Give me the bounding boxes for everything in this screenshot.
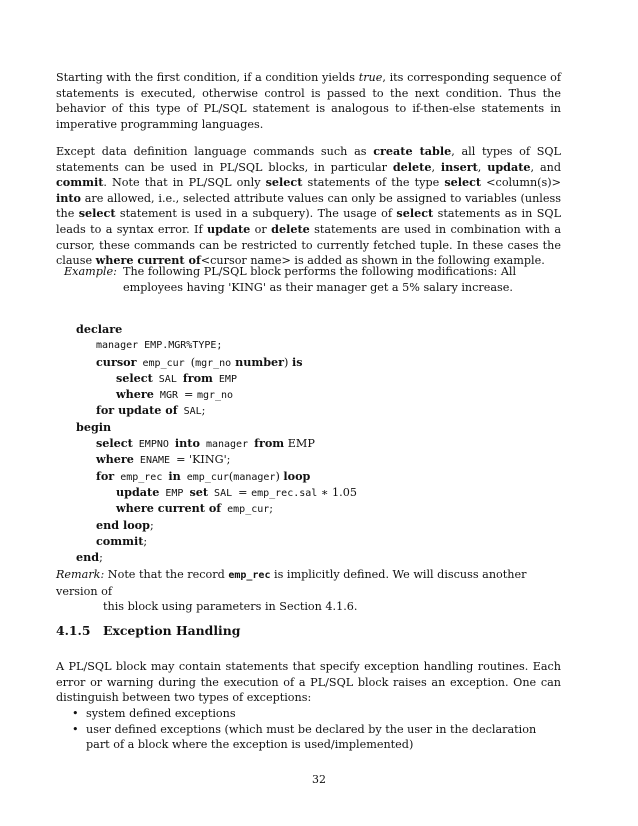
remark-label: Remark: — [56, 568, 105, 581]
code-text: ; — [201, 404, 206, 418]
text-span: Starting with the first condition, if a condition yields — [56, 71, 359, 84]
keyword: is — [291, 354, 303, 369]
keyword: commit — [96, 533, 144, 548]
keyword: delete — [392, 159, 432, 174]
keyword: select — [78, 206, 116, 221]
code-text: ; — [143, 534, 148, 548]
text-span: are allowed, i.e., selected attribute values can only be assigned to variables (unless the — [56, 191, 561, 221]
code-listing — [76, 321, 357, 565]
code-text: EMP — [212, 373, 237, 385]
code-text: ) — [275, 469, 284, 483]
code-line — [76, 451, 357, 467]
code-text: manager EMP.MGR%TYPE; — [96, 340, 223, 352]
code-line — [76, 533, 357, 549]
list-item-text: user defined exceptions (which must be declared by the user in the declaration part of a block where the exception is used/implemented) — [86, 722, 537, 752]
emphasis-true: true — [358, 71, 383, 84]
code-line — [76, 337, 357, 353]
code-text: ∗ 1.05 — [317, 485, 357, 499]
code-text: emp_rec.sal — [251, 487, 318, 499]
code-text: mgr_no — [196, 390, 234, 402]
keyword: commit — [56, 175, 104, 190]
text-span: , all types of SQL statements can be used in PL/SQL blocks, in particular — [56, 145, 561, 174]
code-text: manager — [199, 439, 255, 451]
code-text: ; — [99, 551, 103, 565]
section-number: 4.1.5 — [56, 623, 91, 638]
code-text: ; — [269, 502, 274, 516]
code-line — [76, 549, 357, 565]
code-line — [76, 435, 357, 451]
list-item — [72, 722, 561, 753]
keyword: end — [76, 550, 100, 565]
keyword: into — [174, 436, 200, 451]
code-text: ( — [190, 355, 196, 369]
code-text: ( — [228, 469, 234, 483]
keyword: update — [206, 221, 251, 236]
code-text: ENAME — [133, 455, 177, 467]
text-span: , its corresponding sequence of statements is executed, otherwise control is passed to the next condition. Thus the behavior of this type of PL/SQL statement is analogous to if-then-else statements in imperative programming languages. — [56, 71, 561, 131]
keyword: for update of — [96, 403, 178, 418]
keyword: select — [116, 370, 153, 385]
code-text: SAL — [152, 373, 183, 385]
keyword: delete — [271, 221, 310, 236]
text-span: Note that the record — [104, 568, 229, 581]
text-span: Except data definition language commands such as — [56, 145, 374, 158]
code-text: emp_cur — [221, 504, 270, 516]
text-span: or — [250, 222, 272, 236]
code-text: SAL — [177, 406, 202, 418]
code-text: EMP — [159, 487, 190, 499]
code-text: manager — [233, 471, 276, 483]
keyword: update — [116, 484, 160, 499]
remark-line — [56, 567, 561, 599]
code-text: ; — [149, 518, 154, 532]
code-text: = — [238, 485, 252, 499]
keyword: end loop — [96, 517, 150, 532]
keyword: insert — [440, 159, 478, 174]
keyword: cursor — [96, 354, 137, 369]
code-line — [76, 517, 357, 533]
text-span: <cursor name> is added as shown in the following example. — [200, 254, 545, 268]
example-text: The following PL/SQL block performs the following modifications: All employees having 'KING' as their manager get a 5% salary increase. — [123, 265, 517, 294]
code-text: SAL — [208, 487, 239, 499]
code-line — [76, 500, 357, 516]
keyword: from — [254, 436, 285, 451]
keyword: number — [231, 354, 285, 369]
section-title: Exception Handling — [103, 623, 241, 638]
code-line — [76, 370, 357, 386]
text-span: statements are used in combination with a cursor, these commands can be restricted to currently fetched tuple. In these cases the clause — [56, 222, 561, 268]
code-line — [76, 484, 357, 500]
keyword: update — [487, 159, 531, 174]
keyword: into — [56, 190, 82, 205]
code-line — [76, 321, 357, 337]
keyword: from — [182, 370, 213, 385]
list-item — [72, 706, 561, 722]
code-text: EMP — [284, 437, 315, 451]
keyword: declare — [76, 322, 123, 336]
keyword: where — [116, 387, 154, 402]
code-text: = 'KING'; — [176, 453, 231, 467]
bullet-icon: • — [72, 707, 79, 720]
code-text: = — [184, 388, 197, 402]
paragraph-conditions — [56, 70, 561, 132]
code-text: emp_cur — [180, 471, 229, 483]
keyword: loop — [283, 468, 311, 483]
bullet-icon: • — [72, 722, 79, 736]
keyword: create table — [373, 144, 452, 158]
text-span: <column(s)> — [481, 176, 562, 190]
keyword: select — [96, 436, 133, 451]
keyword: where — [96, 452, 134, 467]
code-line — [76, 419, 357, 435]
text-span: . Note that in PL/SQL only — [103, 176, 266, 190]
page-number: 32 — [312, 773, 326, 786]
section-heading — [56, 623, 240, 638]
keyword: where current of — [116, 501, 222, 516]
code-text: emp_rec — [114, 471, 169, 483]
text-span: is implicitly defined. We will discuss another version of — [56, 568, 527, 598]
keyword: select — [396, 206, 434, 221]
remark-line: this block using parameters in Section 4.1.6. — [103, 600, 358, 614]
keyword: set — [189, 484, 209, 499]
code-line — [76, 386, 357, 402]
code-text: mgr_no — [195, 357, 232, 369]
text-span: , — [431, 160, 441, 174]
paragraph-sql-statements — [56, 144, 561, 269]
code-text: emp_cur — [136, 357, 191, 369]
code-text: MGR — [153, 390, 185, 402]
code-line — [76, 402, 357, 418]
text-span: statements as in SQL leads to a syntax error. If — [56, 207, 561, 236]
keyword: select — [444, 175, 482, 190]
code-text: emp_rec — [228, 570, 271, 581]
text-span: statement is used in a subquery). The usage of — [115, 207, 397, 221]
code-text: ) — [284, 355, 292, 369]
code-line — [76, 354, 357, 370]
remark-block — [56, 567, 561, 615]
list-item-text: system defined exceptions — [86, 707, 236, 720]
text-span: , — [477, 160, 488, 174]
text-span: statements of the type — [302, 176, 445, 190]
keyword: where current of — [95, 253, 201, 268]
example-label: Example: — [64, 265, 117, 278]
paragraph-exceptions: A PL/SQL block may contain statements that specify exception handling routines. Each error or warning during the execution of a PL/SQL block raises an exception. One can distinguish between two types of exceptions: — [56, 660, 561, 705]
text-span: , and — [530, 160, 561, 174]
keyword: for — [96, 468, 115, 483]
bullet-list — [72, 706, 561, 753]
keyword: select — [265, 175, 303, 190]
code-line — [76, 468, 357, 484]
keyword: begin — [76, 419, 112, 434]
code-text: EMPNO — [132, 439, 175, 451]
keyword: in — [168, 468, 181, 483]
